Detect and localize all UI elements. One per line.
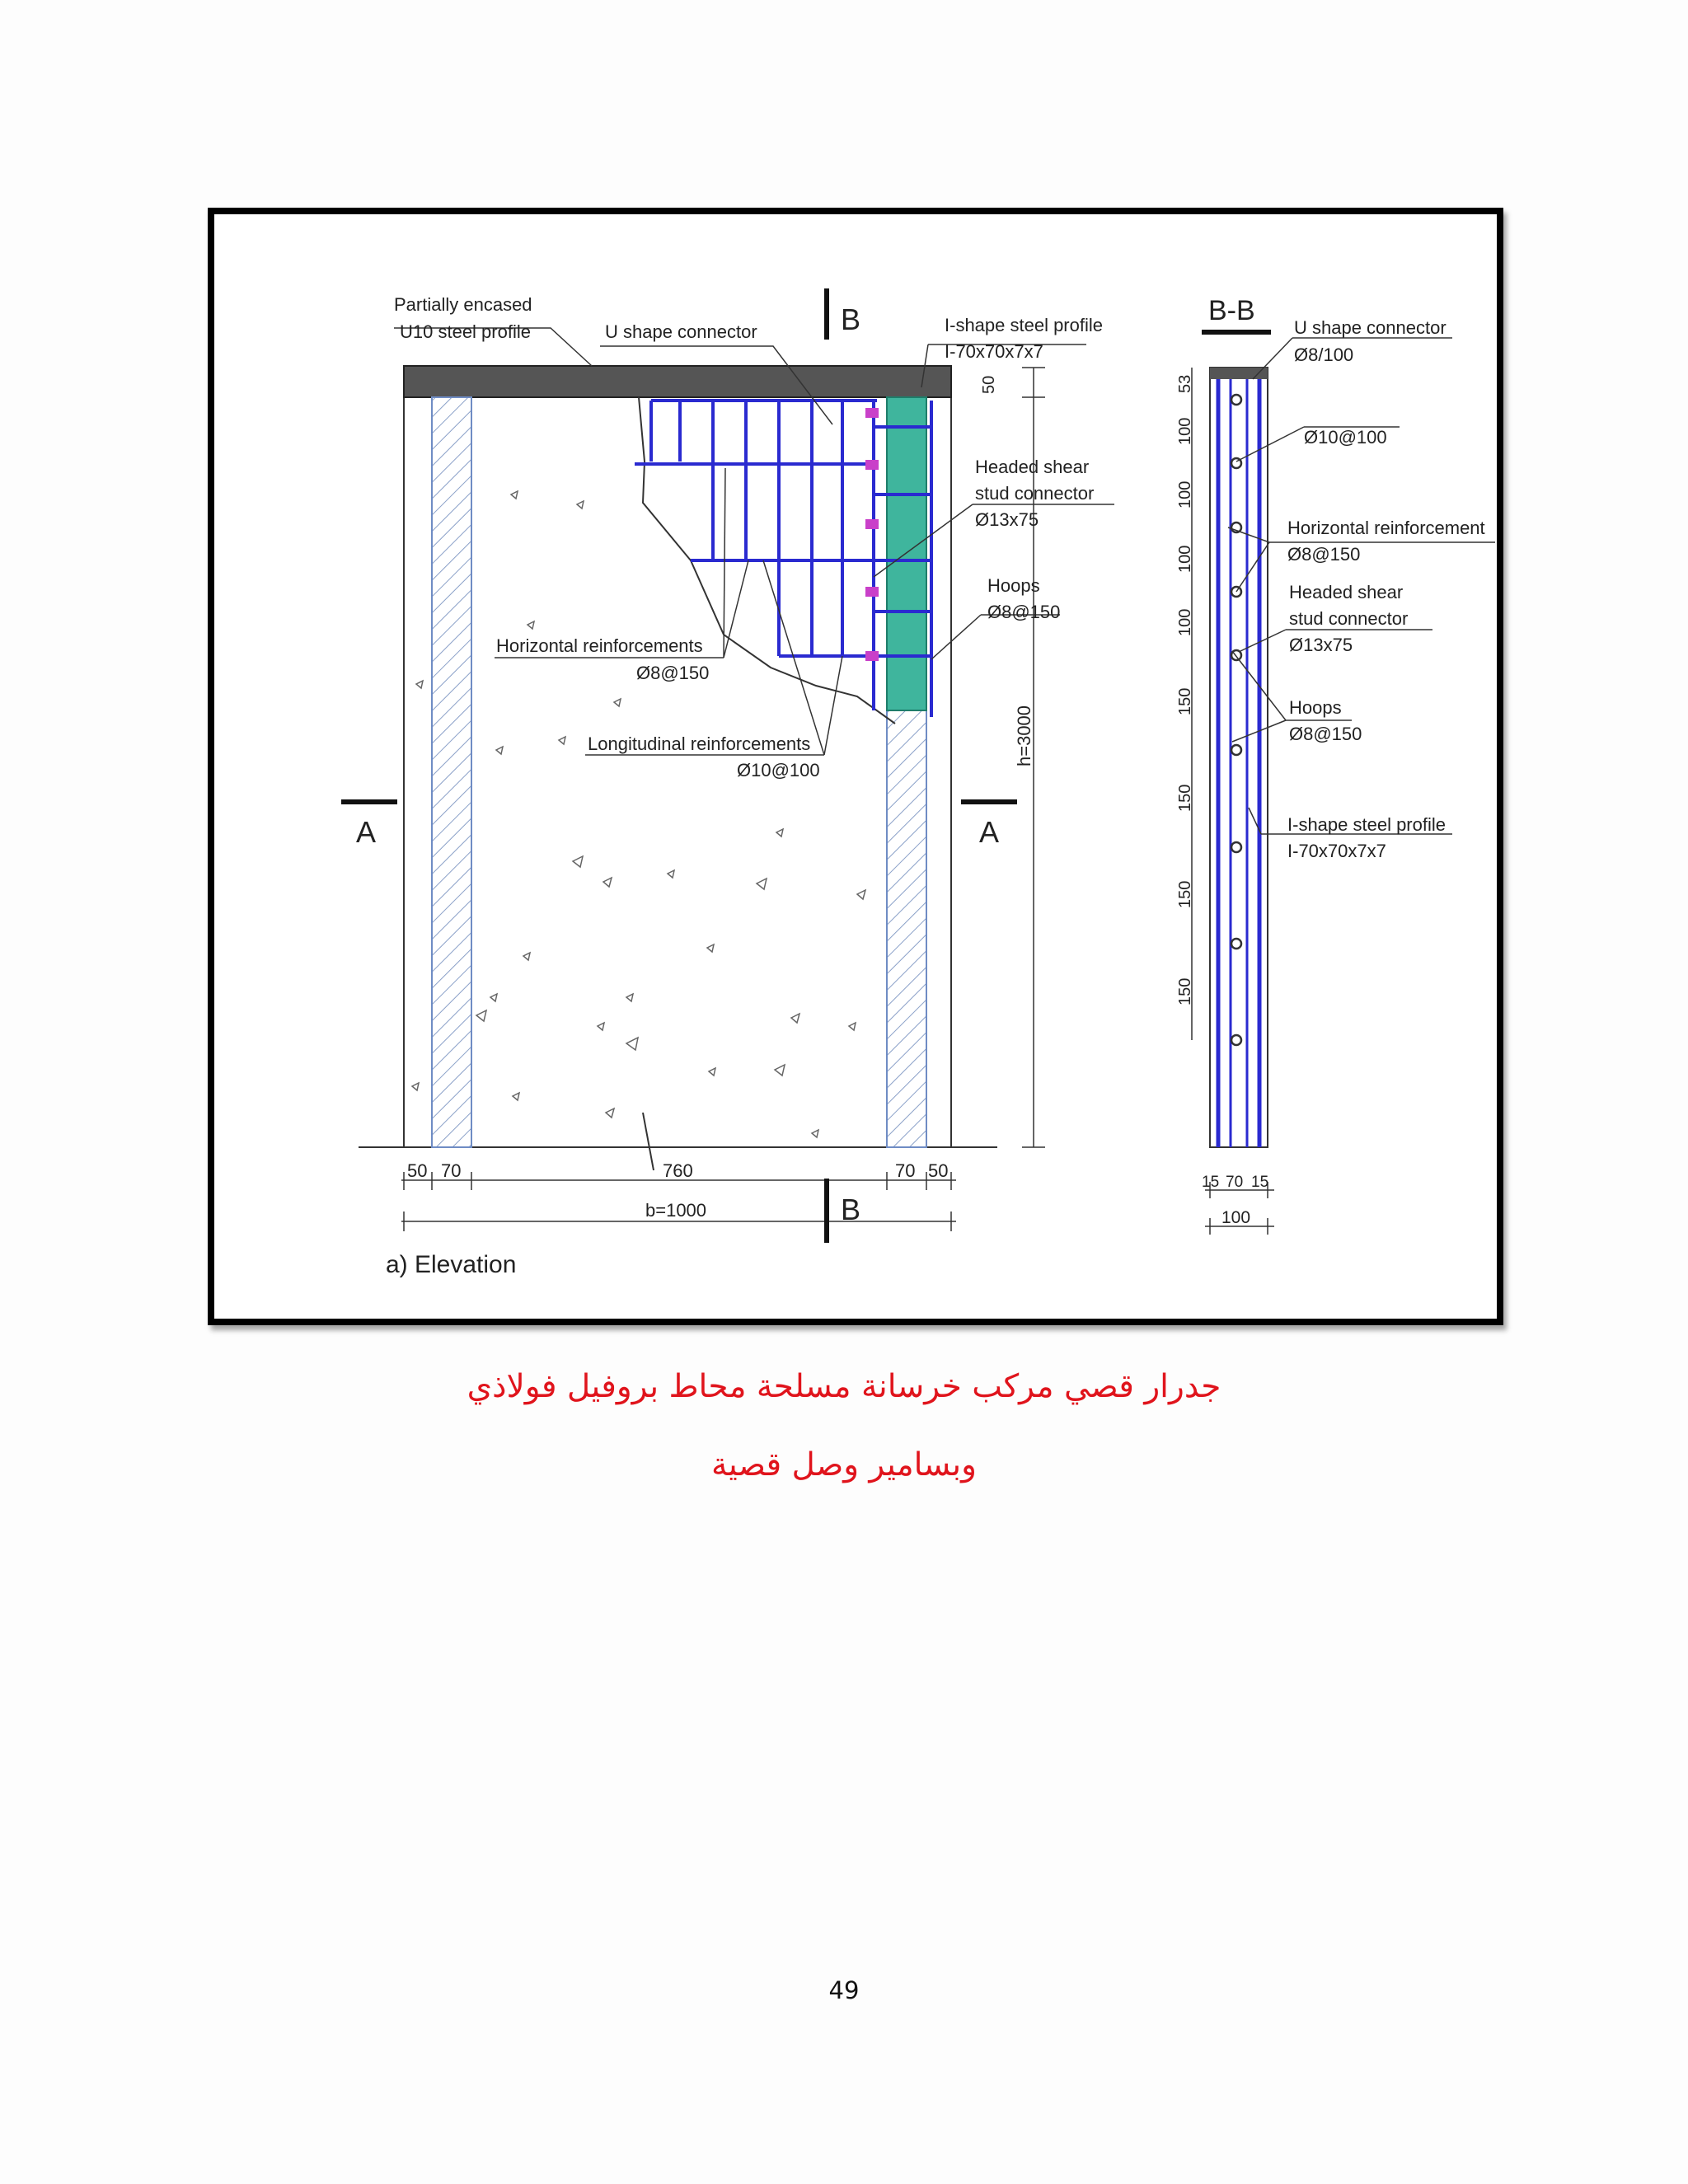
- label-horizontal-2: Ø8@150: [636, 663, 710, 683]
- section-headed-2: stud connector: [1289, 608, 1409, 629]
- section-horiz-2: Ø8@150: [1287, 544, 1361, 565]
- section-vdim-1: 100: [1176, 417, 1194, 445]
- label-headed-2: stud connector: [975, 483, 1095, 504]
- label-i-shape-1: I-shape steel profile: [945, 315, 1103, 335]
- dim-50-left: 50: [407, 1160, 428, 1181]
- label-partially-encased-2: U10 steel profile: [400, 321, 531, 342]
- dim-760: 760: [663, 1160, 693, 1181]
- section-vdim-4: 100: [1176, 608, 1194, 636]
- dim-70-right: 70: [895, 1160, 916, 1181]
- section-u-conn-2: Ø8/100: [1294, 344, 1354, 365]
- elevation-caption: a) Elevation: [386, 1251, 517, 1278]
- section-vdim-3: 100: [1176, 545, 1194, 573]
- section-ishape-1: I-shape steel profile: [1287, 814, 1446, 835]
- label-headed-1: Headed shear: [975, 457, 1090, 477]
- section-long-reinf: Ø10@100: [1304, 427, 1387, 448]
- section-bdim-2: 15: [1251, 1174, 1269, 1191]
- label-hoops-2: Ø8@150: [987, 602, 1061, 622]
- section-horiz-1: Horizontal reinforcement: [1287, 518, 1485, 538]
- section-hoops-2: Ø8@150: [1289, 724, 1362, 744]
- section-u-conn-1: U shape connector: [1294, 317, 1447, 338]
- dim-top-50: 50: [980, 375, 998, 394]
- section-mark-a-left: A: [356, 815, 377, 849]
- break-line: [643, 1113, 654, 1170]
- section-vdim-6: 150: [1176, 784, 1194, 812]
- section-btotal: 100: [1221, 1208, 1251, 1227]
- label-longitudinal-2: Ø10@100: [737, 760, 820, 780]
- dim-width: b=1000: [645, 1200, 707, 1221]
- caption-line-1: جدرار قصي مركب خرسانة مسلحة محاط بروفيل فولاذي: [467, 1368, 1221, 1405]
- label-u-shape-connector: U shape connector: [605, 321, 757, 342]
- dim-50-right: 50: [928, 1160, 949, 1181]
- label-horizontal-1: Horizontal reinforcements: [496, 635, 703, 656]
- page-number: 49: [828, 1976, 860, 2004]
- section-title-bb: B-B: [1208, 295, 1255, 326]
- section-vdim-8: 150: [1176, 977, 1194, 1005]
- right-steel-profile: [887, 709, 926, 1147]
- section-vdim-0: 53: [1176, 374, 1194, 393]
- section-mark-b-bottom: B: [841, 1193, 861, 1226]
- label-headed-3: Ø13x75: [975, 509, 1039, 530]
- section-bdim-0: 15: [1202, 1174, 1220, 1191]
- concrete-aggregate: [412, 491, 865, 1137]
- caption-line-2: وبسامير وصل قصية: [711, 1446, 977, 1483]
- section-vdim-5: 150: [1176, 687, 1194, 715]
- dim-70-left: 70: [441, 1160, 462, 1181]
- dimension-lines: [401, 368, 1045, 1231]
- i-shape-steel-profile: [887, 397, 926, 710]
- section-mark-b-top: B: [841, 302, 861, 336]
- top-u10-profile: [404, 366, 951, 397]
- section-vdim-2: 100: [1176, 480, 1194, 509]
- section-headed-1: Headed shear: [1289, 582, 1404, 602]
- section-vdim-7: 150: [1176, 880, 1194, 908]
- dim-height: h=3000: [1014, 705, 1034, 766]
- label-longitudinal-1: Longitudinal reinforcements: [588, 733, 811, 754]
- section-title-underline: [1202, 330, 1271, 335]
- section-hoops-1: Hoops: [1289, 697, 1342, 718]
- section-view: [1210, 368, 1268, 1147]
- label-partially-encased-1: Partially encased: [394, 294, 532, 315]
- left-steel-profile: [432, 397, 471, 1147]
- label-hoops-1: Hoops: [987, 575, 1040, 596]
- section-mark-a-right: A: [979, 815, 1000, 849]
- section-bdim-1: 70: [1226, 1174, 1244, 1191]
- section-headed-3: Ø13x75: [1289, 635, 1353, 655]
- elevation-view: [359, 366, 1000, 1170]
- label-i-shape-2: I-70x70x7x7: [945, 341, 1043, 362]
- section-ishape-2: I-70x70x7x7: [1287, 841, 1386, 861]
